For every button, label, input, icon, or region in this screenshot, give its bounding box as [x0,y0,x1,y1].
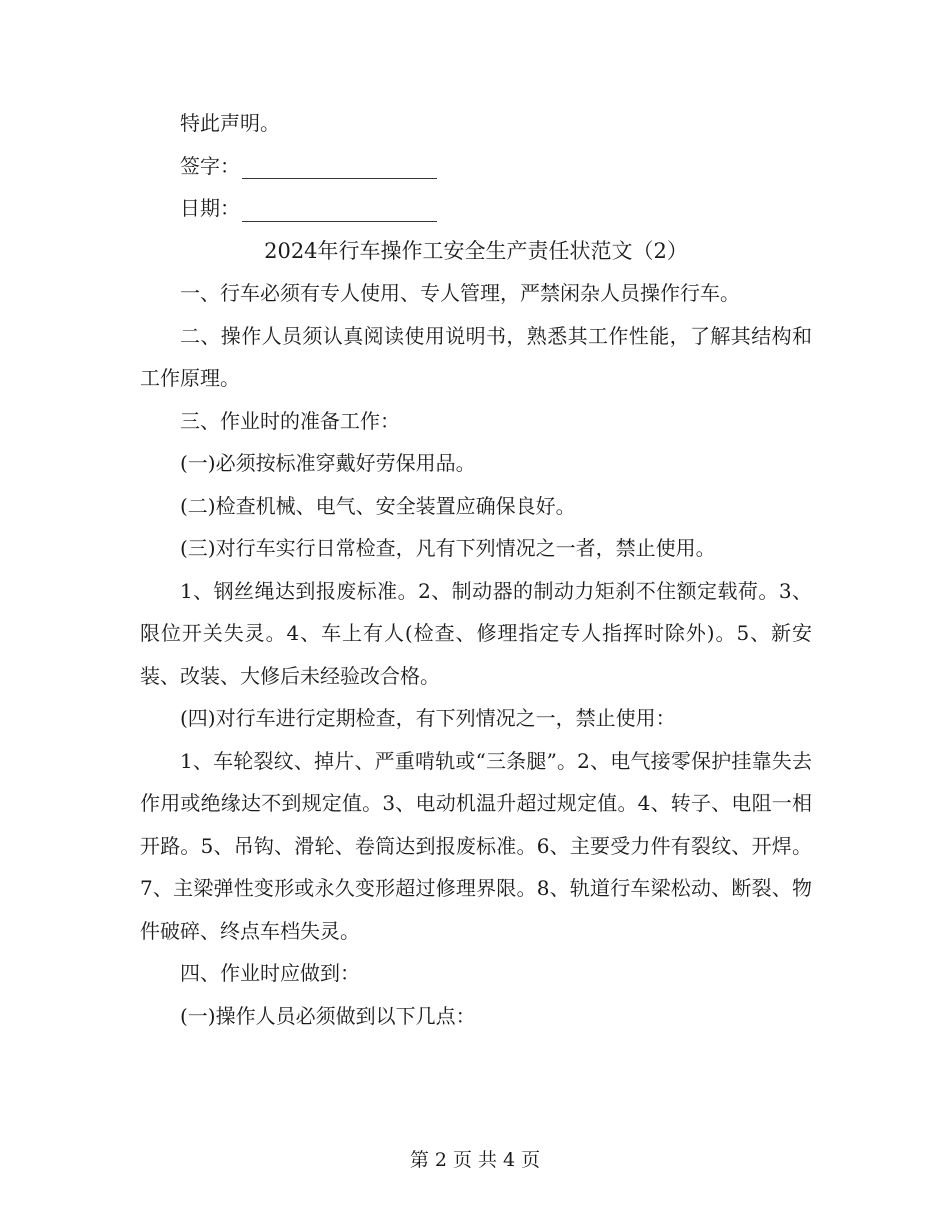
paragraph: 1、钢丝绳达到报废标准。2、制动器的制动力矩刹不住额定载荷。3、限位开关失灵。4、车上有人(检查、修理指定专人指挥时除外)。5、新安装、改装、大修后未经验改合格。 [140,578,812,688]
paragraph: (一)必须按标准穿戴好劳保用品。 [180,451,476,475]
paragraph: 四、作业时应做到： [180,961,360,985]
paragraph: 三、作业时的准备工作： [180,408,400,433]
page-footer: 第 2 页 共 4 页 [409,1149,541,1171]
document-title: 2024年行车操作工安全生产责任状范文（2） [264,238,688,263]
declaration-line: 特此声明。 [180,111,280,135]
signature-label: 签字： [180,153,240,178]
date-label: 日期： [180,196,240,220]
paragraph: (三)对行车实行日常检查，凡有下列情况之一者，禁止使用。 [180,536,716,560]
date-blank [242,199,437,222]
signature-line [140,145,812,188]
signature-blank [242,156,437,179]
paragraph: 1、车轮裂纹、掉片、严重啃轨或“三条腿”。2、电气接零保护挂靠失去作用或绝缘达不到规定值。3、电动机温升超过规定值。4、转子、电阻一相开路。5、吊钩、滑轮、卷筒达到报废标准。6、主要受力件有裂纹、开焊。7、主梁弹性变形或永久变形超过修理界限。8、轨道行车梁松动、断裂、物件破碎、终点车档失灵。 [140,748,812,943]
paragraph: (四)对行车进行定期检查，有下列情况之一，禁止使用： [180,706,676,730]
paragraph: (二)检查机械、电气、安全装置应确保良好。 [180,493,576,518]
document-body [140,102,812,1037]
date-line [140,187,812,230]
paragraph: 二、操作人员须认真阅读使用说明书，熟悉其工作性能，了解其结构和工作原理。 [140,323,812,390]
paragraph: 一、行车必须有专人使用、专人管理，严禁闲杂人员操作行车。 [180,281,740,305]
paragraph: (一)操作人员必须做到以下几点： [180,1003,476,1028]
